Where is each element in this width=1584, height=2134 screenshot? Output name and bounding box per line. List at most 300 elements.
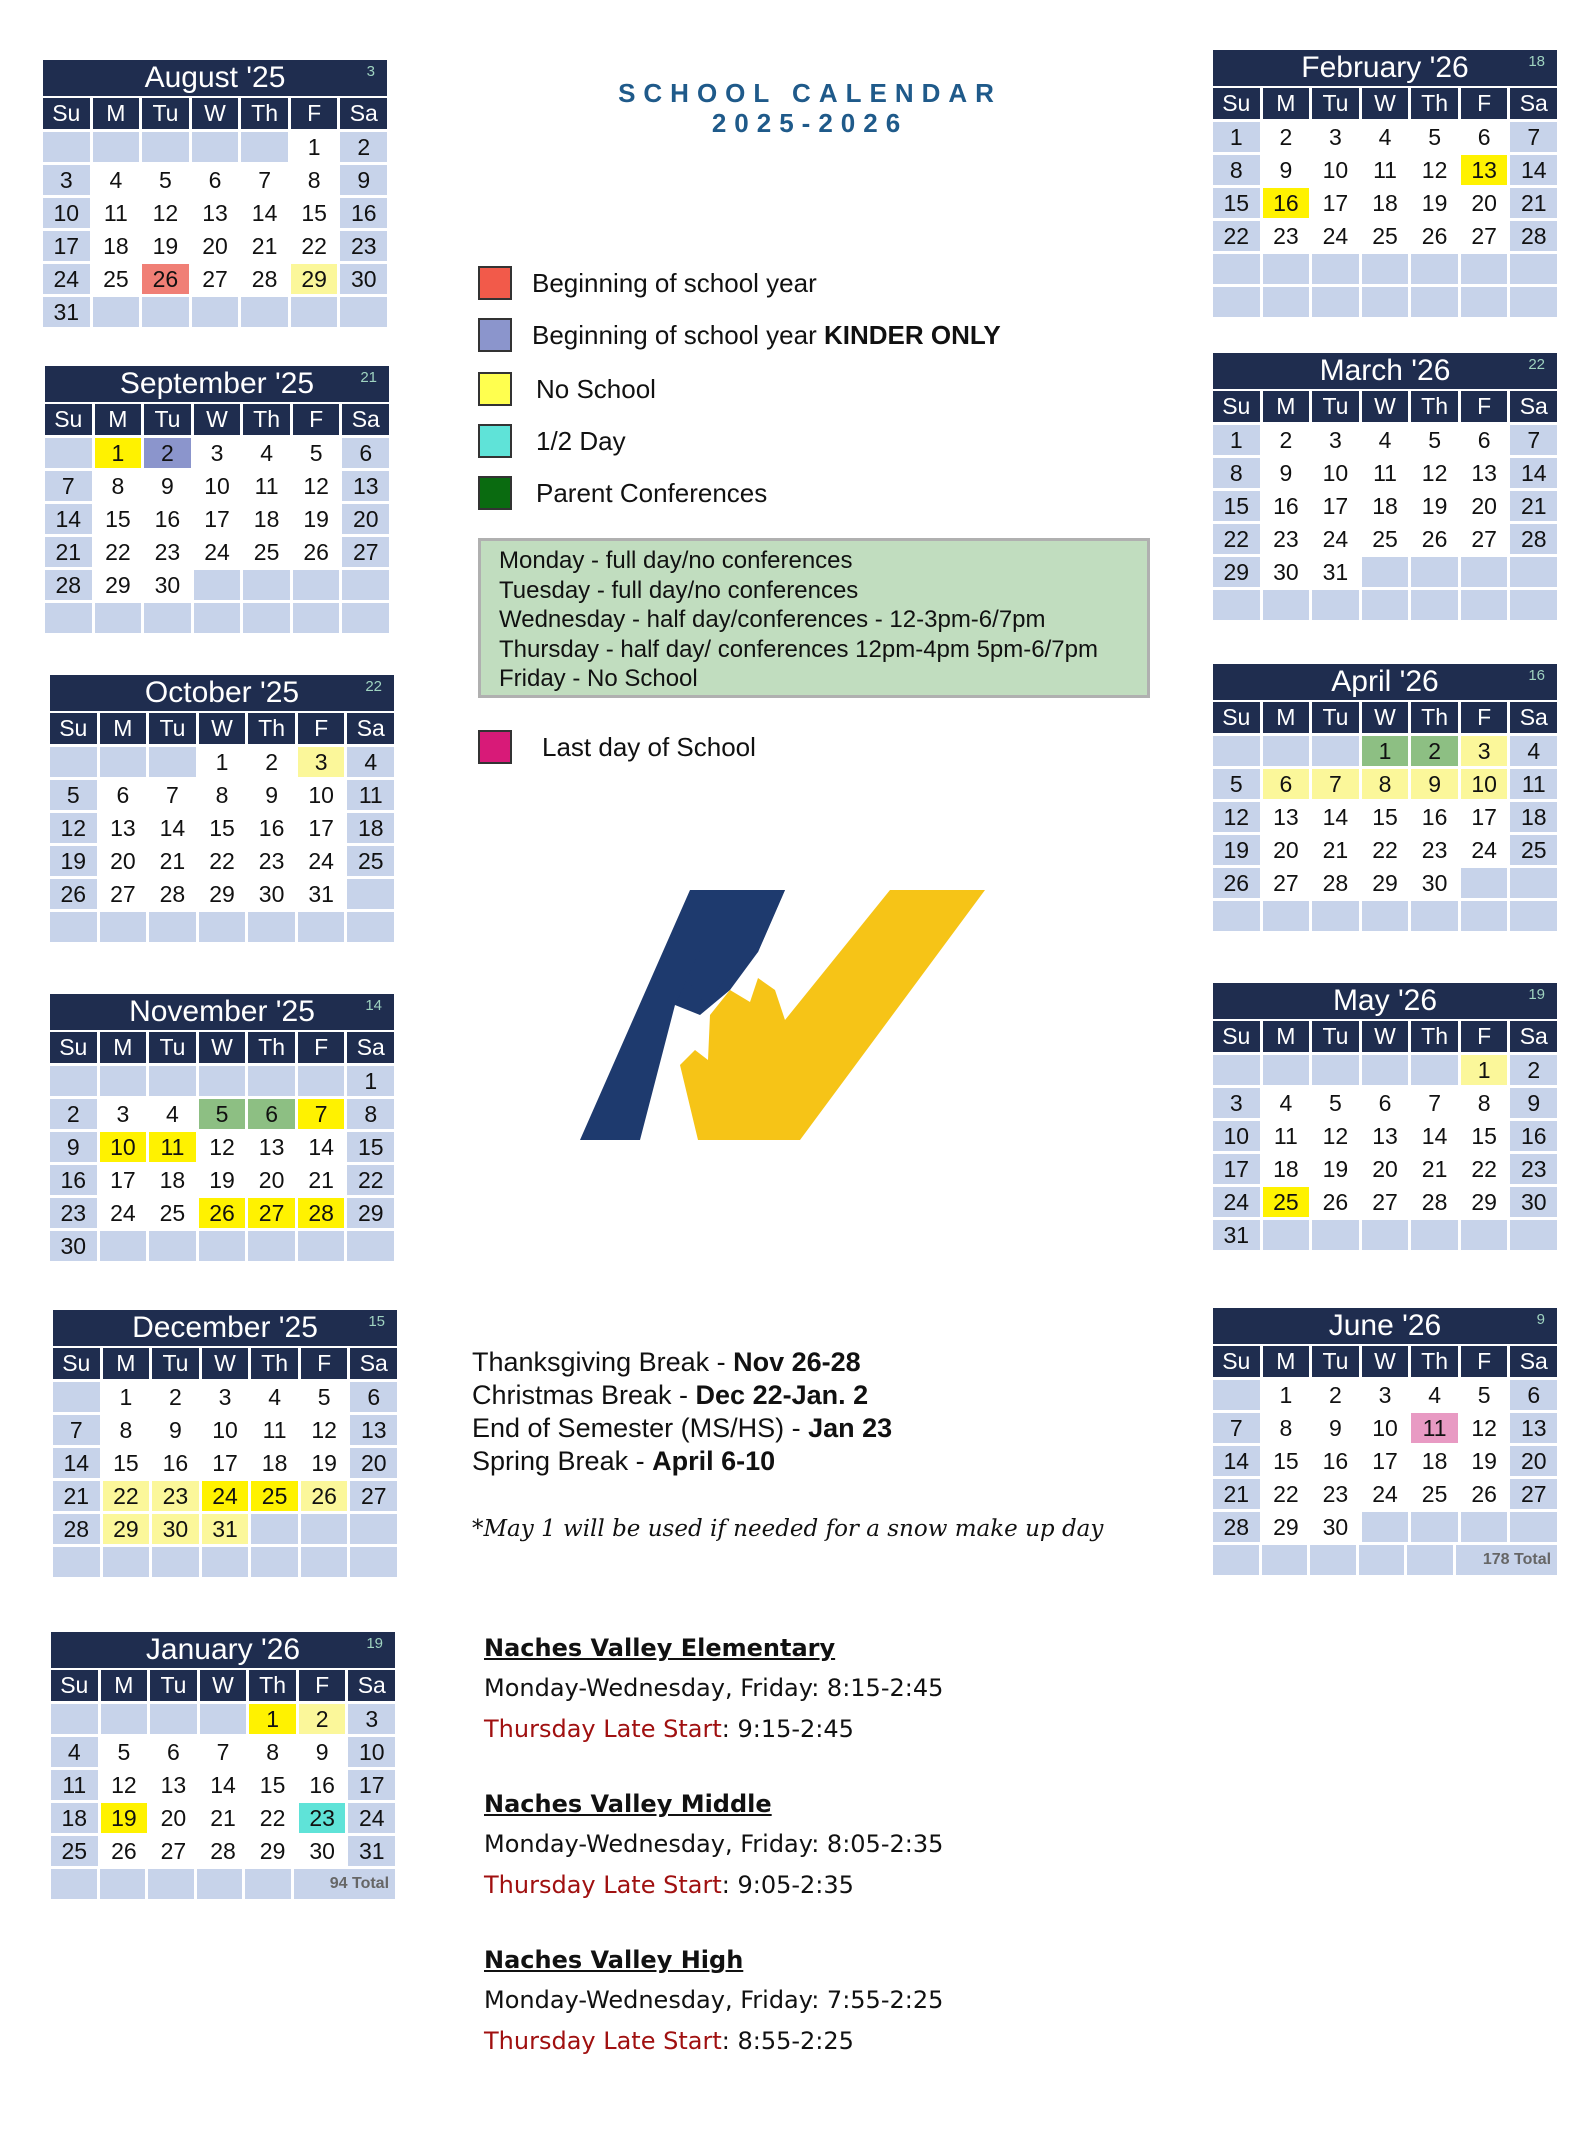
calendar-empty-cell [1411, 1512, 1458, 1542]
calendar-empty-cell [1312, 254, 1359, 284]
calendar-day: 28 [1312, 868, 1359, 898]
late-start-schedule: Thursday Late Start: 9:15-2:45 [484, 1715, 854, 1743]
calendar-day: 7 [149, 780, 196, 810]
calendar-day: 28 [1411, 1187, 1458, 1217]
school-day-count: 21 [360, 369, 377, 386]
calendar-day: 12 [1213, 802, 1260, 832]
calendar-empty-cell [342, 603, 389, 633]
calendar-empty-cell [347, 1231, 394, 1261]
calendar-day: 20 [1461, 188, 1508, 218]
weekday-header: Su [43, 98, 90, 129]
calendar-day: 17 [348, 1770, 395, 1800]
calendar-day: 23 [1263, 221, 1310, 251]
calendar-day: 18 [51, 1803, 98, 1833]
calendar-day: 2 [144, 438, 191, 468]
calendar-empty-cell [149, 912, 196, 942]
calendar-day: 29 [291, 264, 338, 294]
month-calendar [1210, 1308, 1560, 1578]
calendar-day: 14 [1510, 155, 1557, 185]
calendar-empty-cell [43, 132, 90, 162]
calendar-empty-cell [1213, 1380, 1260, 1410]
weekday-header: Tu [144, 404, 191, 435]
calendar-day: 21 [200, 1803, 247, 1833]
calendar-day: 21 [149, 846, 196, 876]
calendar-empty-cell [1362, 254, 1409, 284]
calendar-empty-cell [1407, 1545, 1453, 1575]
calendar-day: 17 [202, 1448, 249, 1478]
calendar-day: 5 [50, 780, 97, 810]
weekday-header: Tu [152, 1348, 199, 1379]
calendar-day: 16 [1312, 1446, 1359, 1476]
calendar-day: 15 [1362, 802, 1409, 832]
calendar-day: 13 [1362, 1121, 1409, 1151]
calendar-day: 14 [298, 1132, 345, 1162]
calendar-day: 2 [1263, 425, 1310, 455]
calendar-day: 27 [1461, 221, 1508, 251]
calendar-empty-cell [298, 912, 345, 942]
month-title [1213, 664, 1557, 700]
calendar-day: 22 [291, 231, 338, 261]
weekday-header: W [202, 1348, 249, 1379]
weekday-header: Sa [347, 1032, 394, 1063]
school-day-count: 19 [1528, 986, 1545, 1003]
weekday-header: M [103, 1348, 150, 1379]
school-day-count: 22 [1528, 356, 1545, 373]
calendar-day: 30 [1312, 1512, 1359, 1542]
calendar-day: 17 [194, 504, 241, 534]
calendar-empty-cell [1312, 287, 1359, 317]
school-name: Naches Valley Elementary [484, 1634, 836, 1662]
calendar-day: 30 [1263, 557, 1310, 587]
calendar-day: 8 [249, 1737, 296, 1767]
calendar-empty-cell [1263, 254, 1310, 284]
calendar-empty-cell [251, 1547, 298, 1577]
calendar-day: 9 [340, 165, 387, 195]
calendar-day: 30 [152, 1514, 199, 1544]
school-name: Naches Valley High [484, 1946, 744, 1974]
conference-schedule-box [478, 538, 1150, 698]
calendar-day: 5 [101, 1737, 148, 1767]
calendar-day: 4 [51, 1737, 98, 1767]
calendar-day: 27 [342, 537, 389, 567]
calendar-day: 16 [248, 813, 295, 843]
calendar-day: 26 [1213, 868, 1260, 898]
calendar-day: 14 [241, 198, 288, 228]
calendar-day: 25 [1411, 1479, 1458, 1509]
calendar-day: 3 [348, 1704, 395, 1734]
calendar-empty-cell [1510, 590, 1557, 620]
calendar-empty-cell [50, 912, 97, 942]
calendar-empty-cell [1362, 1055, 1409, 1085]
calendar-day: 2 [50, 1099, 97, 1129]
legend-swatch-green [478, 476, 512, 510]
calendar-empty-cell [100, 1231, 147, 1261]
calendar-day: 23 [1312, 1479, 1359, 1509]
weekday-header: F [1461, 1021, 1508, 1052]
calendar-day: 20 [100, 846, 147, 876]
calendar-day: 12 [293, 471, 340, 501]
calendar-day: 25 [243, 537, 290, 567]
calendar-day: 15 [291, 198, 338, 228]
calendar-empty-cell [293, 570, 340, 600]
calendar-day: 19 [142, 231, 189, 261]
weekday-header: Su [53, 1348, 100, 1379]
calendar-day: 8 [1461, 1088, 1508, 1118]
weekday-header: Sa [340, 98, 387, 129]
legend-label: 1/2 Day [536, 426, 626, 456]
calendar-day: 24 [1312, 221, 1359, 251]
weekday-header: Su [1213, 88, 1260, 119]
calendar-empty-cell [100, 1869, 146, 1899]
calendar-empty-cell [245, 1869, 291, 1899]
school-day-count: 9 [1536, 1311, 1545, 1328]
calendar-day: 18 [1362, 491, 1409, 521]
calendar-day: 26 [301, 1481, 348, 1511]
weekday-header: W [1362, 1346, 1409, 1377]
calendar-day: 26 [101, 1836, 148, 1866]
breaks-list [472, 1346, 892, 1478]
weekday-header: Su [1213, 1346, 1260, 1377]
month-calendar [47, 675, 397, 945]
calendar-empty-cell [100, 912, 147, 942]
calendar-day: 20 [150, 1803, 197, 1833]
weekday-header: F [293, 404, 340, 435]
calendar-empty-cell [1262, 1545, 1308, 1575]
calendar-empty-cell [1461, 254, 1508, 284]
calendar-day: 20 [192, 231, 239, 261]
school-day-count: 14 [365, 997, 382, 1014]
calendar-day: 21 [1312, 835, 1359, 865]
calendar-day: 2 [1263, 122, 1310, 152]
weekday-header: Tu [1312, 1021, 1359, 1052]
calendar-day: 10 [348, 1737, 395, 1767]
calendar-day: 15 [1213, 188, 1260, 218]
calendar-empty-cell [199, 1231, 246, 1261]
calendar-day: 25 [251, 1481, 298, 1511]
calendar-day: 8 [1213, 155, 1260, 185]
calendar-day: 8 [95, 471, 142, 501]
calendar-empty-cell [1461, 557, 1508, 587]
calendar-day: 30 [1510, 1187, 1557, 1217]
calendar-empty-cell [142, 132, 189, 162]
calendar-day: 21 [1213, 1479, 1260, 1509]
calendar-day: 7 [45, 471, 92, 501]
calendar-day: 13 [150, 1770, 197, 1800]
calendar-day: 2 [1411, 736, 1458, 766]
calendar-day: 10 [1213, 1121, 1260, 1151]
calendar-day: 29 [1263, 1512, 1310, 1542]
calendar-empty-cell [194, 570, 241, 600]
calendar-day: 15 [95, 504, 142, 534]
calendar-day: 11 [251, 1415, 298, 1445]
calendar-day: 19 [101, 1803, 148, 1833]
calendar-empty-cell [248, 1231, 295, 1261]
calendar-day: 26 [1461, 1479, 1508, 1509]
month-title [50, 994, 394, 1030]
calendar-day: 25 [1362, 524, 1409, 554]
calendar-day: 8 [1362, 769, 1409, 799]
calendar-day: 23 [50, 1198, 97, 1228]
weekday-header: Th [1411, 88, 1458, 119]
month-name: March '26 [1319, 354, 1451, 387]
calendar-day: 13 [350, 1415, 397, 1445]
late-start-schedule: Thursday Late Start: 8:55-2:25 [484, 2027, 854, 2055]
calendar-day: 23 [152, 1481, 199, 1511]
calendar-empty-cell [1461, 901, 1508, 931]
month-title [1213, 50, 1557, 86]
calendar-empty-cell [103, 1547, 150, 1577]
calendar-day: 1 [291, 132, 338, 162]
legend-swatch-yellow [478, 372, 512, 406]
calendar-day: 21 [1510, 188, 1557, 218]
calendar-empty-cell [248, 912, 295, 942]
school-day-count: 18 [1528, 53, 1545, 70]
calendar-day: 3 [43, 165, 90, 195]
calendar-day: 3 [1312, 425, 1359, 455]
calendar-empty-cell [199, 1066, 246, 1096]
calendar-empty-cell [53, 1547, 100, 1577]
calendar-day: 20 [1510, 1446, 1557, 1476]
calendar-day: 8 [103, 1415, 150, 1445]
weekday-header: Sa [347, 713, 394, 744]
calendar-empty-cell [95, 603, 142, 633]
school-middle [484, 1784, 943, 1906]
calendar-day: 13 [342, 471, 389, 501]
weekday-header: Su [1213, 1021, 1260, 1052]
calendar-day: 22 [103, 1481, 150, 1511]
weekday-header: Su [50, 1032, 97, 1063]
month-name: September '25 [119, 367, 315, 400]
calendar-day: 24 [1362, 1479, 1409, 1509]
calendar-empty-cell [45, 438, 92, 468]
calendar-empty-cell [144, 603, 191, 633]
calendar-day: 7 [53, 1415, 100, 1445]
calendar-empty-cell [1263, 1055, 1310, 1085]
calendar-day: 26 [1312, 1187, 1359, 1217]
calendar-empty-cell [1263, 287, 1310, 317]
month-title [1213, 983, 1557, 1019]
calendar-day: 4 [347, 747, 394, 777]
legend-swatch-cyan [478, 424, 512, 458]
calendar-day: 18 [1263, 1154, 1310, 1184]
calendar-day: 12 [1411, 458, 1458, 488]
calendar-day: 8 [199, 780, 246, 810]
calendar-day: 28 [241, 264, 288, 294]
calendar-day: 21 [45, 537, 92, 567]
calendar-empty-cell [1411, 557, 1458, 587]
calendar-empty-cell [1312, 1055, 1359, 1085]
calendar-day: 2 [248, 747, 295, 777]
calendar-day: 25 [149, 1198, 196, 1228]
calendar-empty-cell [45, 603, 92, 633]
calendar-day: 3 [298, 747, 345, 777]
calendar-empty-cell [50, 1066, 97, 1096]
weekday-header: Su [1213, 391, 1260, 422]
calendar-day: 17 [1312, 491, 1359, 521]
school-day-count: 22 [365, 678, 382, 695]
weekday-header: Th [248, 1032, 295, 1063]
calendar-day: 1 [103, 1382, 150, 1412]
calendar-day: 7 [1510, 425, 1557, 455]
calendar-day: 23 [144, 537, 191, 567]
calendar-day: 5 [1411, 425, 1458, 455]
calendar-empty-cell [347, 912, 394, 942]
calendar-day: 22 [1263, 1479, 1310, 1509]
calendar-day: 15 [1263, 1446, 1310, 1476]
weekday-header: Th [248, 713, 295, 744]
calendar-day: 7 [200, 1737, 247, 1767]
calendar-day: 19 [50, 846, 97, 876]
calendar-day: 15 [1461, 1121, 1508, 1151]
calendar-empty-cell [241, 297, 288, 327]
calendar-day: 15 [103, 1448, 150, 1478]
calendar-day: 9 [299, 1737, 346, 1767]
weekday-header: Sa [342, 404, 389, 435]
calendar-day: 1 [1263, 1380, 1310, 1410]
calendar-day: 3 [1362, 1380, 1409, 1410]
calendar-empty-cell [251, 1514, 298, 1544]
calendar-empty-cell [194, 603, 241, 633]
calendar-day: 17 [43, 231, 90, 261]
calendar-day: 25 [347, 846, 394, 876]
calendar-day: 28 [1213, 1512, 1260, 1542]
calendar-day: 28 [149, 879, 196, 909]
calendar-empty-cell [1362, 1220, 1409, 1250]
calendar-day: 13 [100, 813, 147, 843]
calendar-day: 28 [1510, 221, 1557, 251]
calendar-day: 23 [1510, 1154, 1557, 1184]
calendar-day: 1 [1213, 122, 1260, 152]
month-calendar [40, 60, 390, 330]
calendar-empty-cell [100, 1066, 147, 1096]
weekday-header: W [1362, 1021, 1409, 1052]
calendar-day: 24 [1461, 835, 1508, 865]
calendar-empty-cell [199, 912, 246, 942]
weekday-header: F [1461, 702, 1508, 733]
calendar-day: 27 [1461, 524, 1508, 554]
calendar-day: 11 [93, 198, 140, 228]
calendar-day: 6 [1461, 425, 1508, 455]
calendar-day: 4 [1362, 122, 1409, 152]
calendar-day: 9 [1411, 769, 1458, 799]
calendar-day: 31 [1312, 557, 1359, 587]
month-name: January '26 [145, 1633, 301, 1666]
legend-swatch-blue [478, 318, 512, 352]
calendar-day: 16 [1510, 1121, 1557, 1151]
calendar-empty-cell [1263, 736, 1310, 766]
calendar-day: 14 [1411, 1121, 1458, 1151]
calendar-day: 29 [103, 1514, 150, 1544]
weekday-header: F [1461, 88, 1508, 119]
weekday-header: W [1362, 88, 1409, 119]
weekday-header: F [1461, 391, 1508, 422]
weekday-header: Su [50, 713, 97, 744]
calendar-empty-cell [1213, 736, 1260, 766]
calendar-day: 14 [1213, 1446, 1260, 1476]
calendar-empty-cell [142, 297, 189, 327]
calendar-empty-cell [1310, 1545, 1356, 1575]
month-name: May '26 [1332, 984, 1438, 1017]
calendar-day: 1 [1362, 736, 1409, 766]
legend-swatch-red [478, 266, 512, 300]
calendar-empty-cell [1312, 736, 1359, 766]
calendar-day: 6 [1510, 1380, 1557, 1410]
calendar-day: 10 [194, 471, 241, 501]
calendar-day: 11 [149, 1132, 196, 1162]
weekday-header: Sa [1510, 391, 1557, 422]
calendar-day: 11 [51, 1770, 98, 1800]
calendar-day: 2 [152, 1382, 199, 1412]
weekday-header: W [192, 98, 239, 129]
calendar-day: 27 [150, 1836, 197, 1866]
weekday-header: F [301, 1348, 348, 1379]
calendar-empty-cell [293, 603, 340, 633]
calendar-empty-cell [51, 1704, 98, 1734]
calendar-day: 27 [350, 1481, 397, 1511]
weekday-header: Th [249, 1670, 296, 1701]
calendar-day: 30 [50, 1231, 97, 1261]
legend-swatch-magenta [478, 730, 512, 764]
calendar-day: 19 [1411, 491, 1458, 521]
calendar-day: 12 [101, 1770, 148, 1800]
calendar-day: 19 [293, 504, 340, 534]
calendar-day: 31 [43, 297, 90, 327]
calendar-day: 18 [243, 504, 290, 534]
late-start-schedule: Thursday Late Start: 9:05-2:35 [484, 1871, 854, 1899]
calendar-day: 5 [199, 1099, 246, 1129]
calendar-day: 17 [298, 813, 345, 843]
calendar-day: 22 [1213, 524, 1260, 554]
calendar-empty-cell [291, 297, 338, 327]
calendar-day: 22 [347, 1165, 394, 1195]
calendar-empty-cell [1362, 1512, 1409, 1542]
calendar-empty-cell [340, 297, 387, 327]
calendar-day: 28 [53, 1514, 100, 1544]
calendar-day: 9 [144, 471, 191, 501]
calendar-day: 19 [1411, 188, 1458, 218]
calendar-empty-cell [93, 297, 140, 327]
calendar-empty-cell [192, 297, 239, 327]
calendar-empty-cell [1411, 287, 1458, 317]
month-title [43, 60, 387, 96]
calendar-day: 3 [202, 1382, 249, 1412]
weekday-header: Su [1213, 702, 1260, 733]
calendar-day: 22 [1213, 221, 1260, 251]
calendar-empty-cell [150, 1704, 197, 1734]
calendar-day: 23 [248, 846, 295, 876]
calendar-empty-cell [192, 132, 239, 162]
weekday-header: Sa [1510, 88, 1557, 119]
month-name: February '26 [1301, 51, 1469, 84]
calendar-empty-cell [241, 132, 288, 162]
calendar-day: 24 [348, 1803, 395, 1833]
weekday-header: W [1362, 702, 1409, 733]
calendar-day: 26 [293, 537, 340, 567]
weekday-header: Tu [150, 1670, 197, 1701]
calendar-day: 20 [248, 1165, 295, 1195]
calendar-day: 11 [1263, 1121, 1310, 1151]
calendar-day: 11 [347, 780, 394, 810]
calendar-day: 10 [298, 780, 345, 810]
calendar-day: 29 [1213, 557, 1260, 587]
weekday-header: Tu [149, 1032, 196, 1063]
calendar-empty-cell [1461, 287, 1508, 317]
weekday-header: W [1362, 391, 1409, 422]
calendar-day: 6 [1362, 1088, 1409, 1118]
calendar-day: 11 [1362, 155, 1409, 185]
calendar-empty-cell [1411, 901, 1458, 931]
calendar-day: 1 [347, 1066, 394, 1096]
